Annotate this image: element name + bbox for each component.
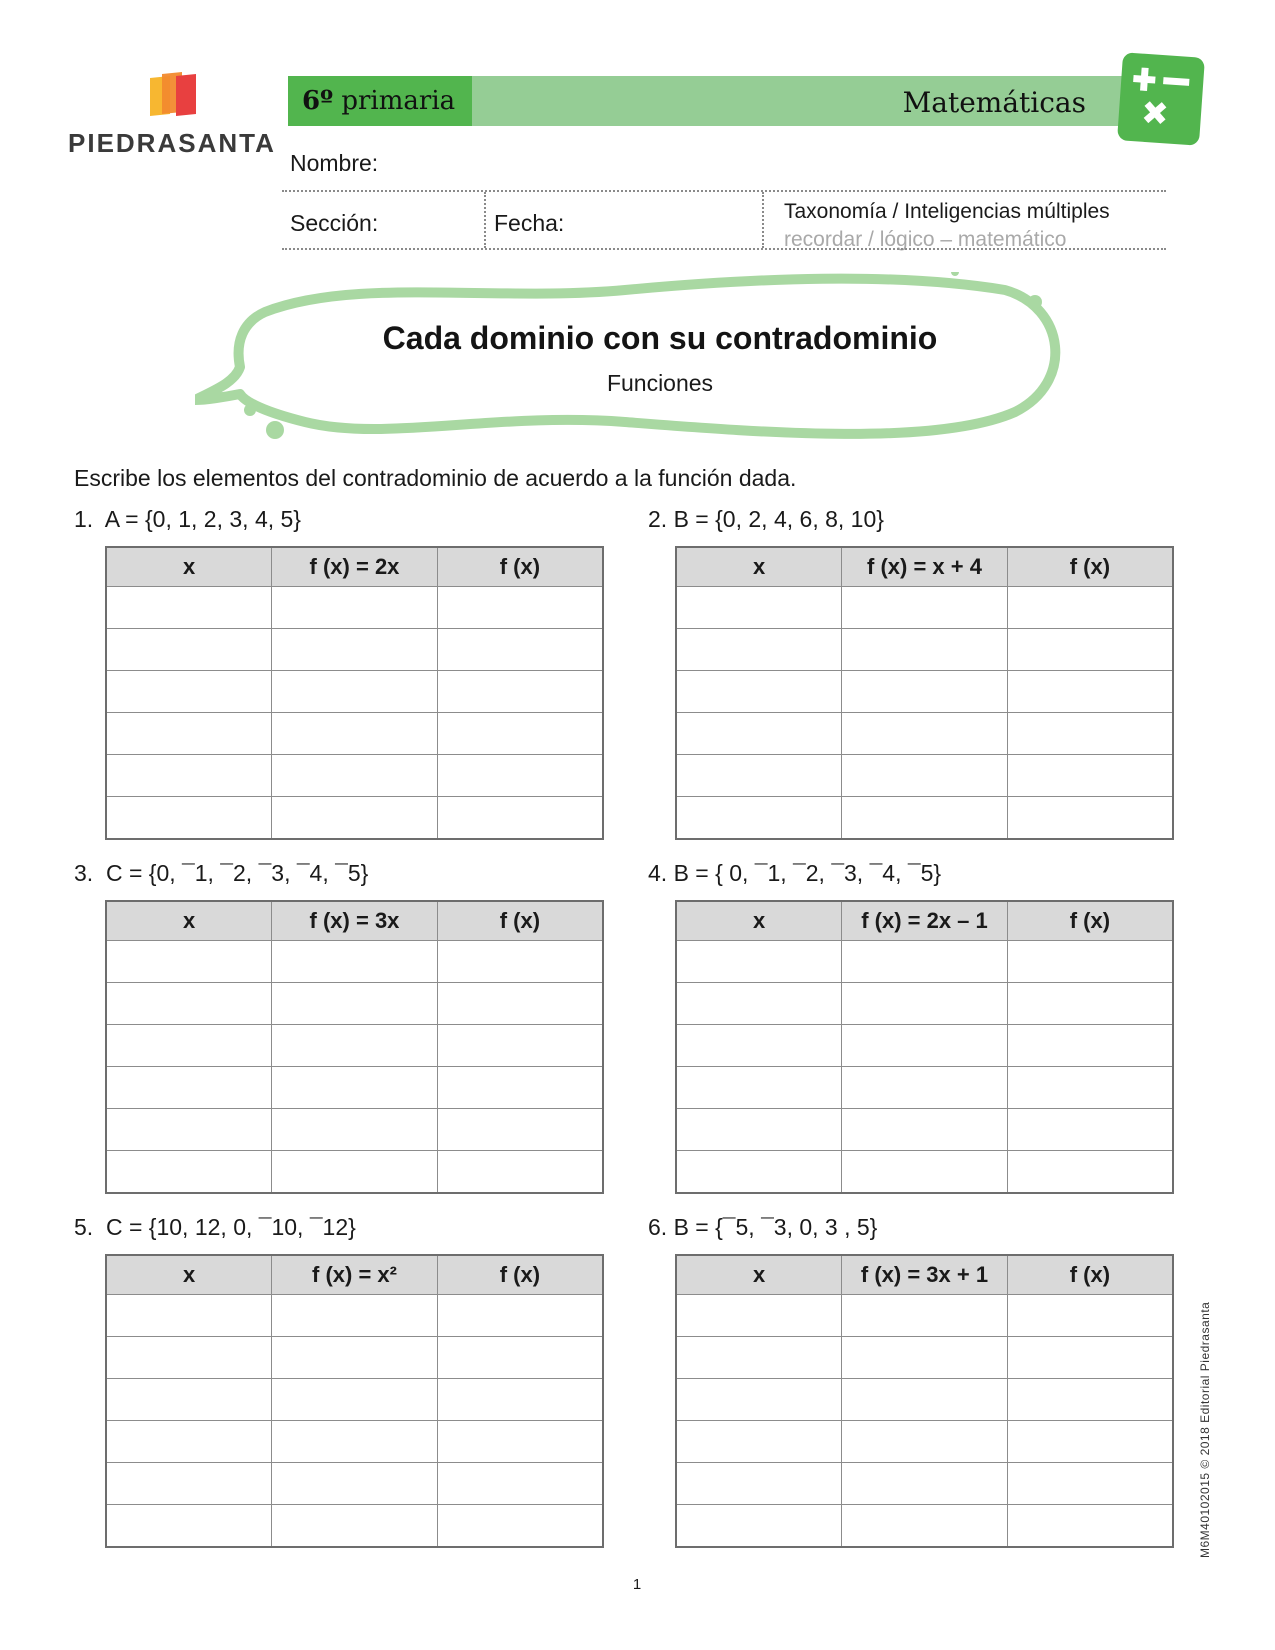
column-header-function: f (x) = x² <box>272 1255 438 1295</box>
answer-cell[interactable] <box>1007 587 1173 629</box>
answer-cell[interactable] <box>437 755 603 797</box>
table-row <box>106 629 603 671</box>
divider <box>484 192 486 248</box>
table-row <box>106 755 603 797</box>
answer-cell[interactable] <box>106 1295 272 1337</box>
answer-cell[interactable] <box>437 587 603 629</box>
answer-cell[interactable] <box>676 797 842 840</box>
answer-cell[interactable] <box>437 1295 603 1337</box>
answer-cell[interactable] <box>842 941 1008 983</box>
answer-cell[interactable] <box>272 713 438 755</box>
divider <box>762 192 764 248</box>
answer-cell[interactable] <box>842 671 1008 713</box>
name-label: Nombre: <box>290 150 379 176</box>
subject-title: Matemáticas <box>902 86 1086 119</box>
answer-cell[interactable] <box>106 1067 272 1109</box>
table-row <box>676 587 1173 629</box>
answer-cell[interactable] <box>106 1505 272 1548</box>
section-label: Sección: <box>290 210 379 236</box>
table-row <box>106 1109 603 1151</box>
table-row <box>676 941 1173 983</box>
exercise-5-table <box>105 1254 604 1548</box>
answer-cell[interactable] <box>437 1109 603 1151</box>
table-row <box>106 587 603 629</box>
table-row <box>106 671 603 713</box>
table-row <box>106 797 603 840</box>
answer-cell[interactable] <box>1007 1067 1173 1109</box>
table-row <box>676 1421 1173 1463</box>
table-row <box>676 983 1173 1025</box>
instruction-text: Escribe los elementos del contradominio de acuerdo a la función dada. <box>74 465 797 491</box>
answer-cell[interactable] <box>676 1337 842 1379</box>
column-header-fx: f (x) <box>437 1255 603 1295</box>
column-header-fx: f (x) <box>1007 547 1173 587</box>
answer-cell[interactable] <box>1007 983 1173 1025</box>
column-header-x: x <box>676 901 842 941</box>
answer-cell[interactable] <box>842 983 1008 1025</box>
answer-cell[interactable] <box>106 797 272 840</box>
column-header-function: f (x) = 3x + 1 <box>842 1255 1008 1295</box>
answer-cell[interactable] <box>437 1379 603 1421</box>
logo-book-icon <box>148 72 198 118</box>
answer-cell[interactable] <box>106 629 272 671</box>
answer-cell[interactable] <box>676 1505 842 1548</box>
exercise-1-set: 1. A = {0, 1, 2, 3, 4, 5} <box>74 506 301 532</box>
table-row <box>676 1067 1173 1109</box>
answer-cell[interactable] <box>272 1505 438 1548</box>
answer-cell[interactable] <box>842 1151 1008 1194</box>
answer-cell[interactable] <box>1007 629 1173 671</box>
table-row <box>676 1295 1173 1337</box>
answer-cell[interactable] <box>437 1151 603 1194</box>
answer-cell[interactable] <box>106 1151 272 1194</box>
table-row <box>676 629 1173 671</box>
answer-cell[interactable] <box>1007 1463 1173 1505</box>
answer-cell[interactable] <box>106 755 272 797</box>
exercise-3-set: 3. C = {0, ¯1, ¯2, ¯3, ¯4, ¯5} <box>74 860 369 886</box>
answer-cell[interactable] <box>842 797 1008 840</box>
answer-cell[interactable] <box>272 1463 438 1505</box>
column-header-fx: f (x) <box>437 901 603 941</box>
answer-cell[interactable] <box>106 941 272 983</box>
column-header-fx: f (x) <box>437 547 603 587</box>
exercise-6-table <box>675 1254 1174 1548</box>
table-row <box>106 941 603 983</box>
answer-cell[interactable] <box>842 587 1008 629</box>
answer-cell[interactable] <box>842 713 1008 755</box>
answer-cell[interactable] <box>272 983 438 1025</box>
answer-cell[interactable] <box>676 1295 842 1337</box>
table-row <box>676 1505 1173 1548</box>
answer-cell[interactable] <box>437 671 603 713</box>
table-row <box>106 1463 603 1505</box>
answer-cell[interactable] <box>842 1295 1008 1337</box>
table-row <box>106 1025 603 1067</box>
page-title: Cada dominio con su contradominio <box>382 320 938 356</box>
answer-cell[interactable] <box>1007 1421 1173 1463</box>
taxonomy-values: recordar / lógico – matemático <box>784 228 1067 251</box>
table-row <box>106 1151 603 1194</box>
table-row <box>106 1295 603 1337</box>
answer-cell[interactable] <box>272 671 438 713</box>
table-row <box>676 713 1173 755</box>
answer-cell[interactable] <box>272 1109 438 1151</box>
section-line <box>282 248 1166 250</box>
logo-text: PIEDRASANTA <box>68 128 276 158</box>
answer-cell[interactable] <box>437 1505 603 1548</box>
answer-cell[interactable] <box>676 713 842 755</box>
answer-cell[interactable] <box>106 983 272 1025</box>
answer-cell[interactable] <box>437 713 603 755</box>
answer-cell[interactable] <box>1007 941 1173 983</box>
column-header-function: f (x) = x + 4 <box>842 547 1008 587</box>
exercise-6-set: 6. B = {¯5, ¯3, 0, 3 , 5} <box>648 1214 878 1240</box>
answer-cell[interactable] <box>676 1463 842 1505</box>
answer-cell[interactable] <box>676 1067 842 1109</box>
answer-cell[interactable] <box>676 941 842 983</box>
table-row <box>676 797 1173 840</box>
table-row <box>676 1337 1173 1379</box>
answer-cell[interactable] <box>437 629 603 671</box>
answer-cell[interactable] <box>106 1421 272 1463</box>
answer-cell[interactable] <box>676 983 842 1025</box>
answer-cell[interactable] <box>106 1379 272 1421</box>
answer-cell[interactable] <box>842 1109 1008 1151</box>
answer-cell[interactable] <box>272 1295 438 1337</box>
column-header-x: x <box>106 901 272 941</box>
answer-cell[interactable] <box>676 1025 842 1067</box>
table-row <box>676 671 1173 713</box>
answer-cell[interactable] <box>842 1463 1008 1505</box>
answer-cell[interactable] <box>106 1463 272 1505</box>
answer-cell[interactable] <box>842 755 1008 797</box>
answer-cell[interactable] <box>1007 755 1173 797</box>
answer-cell[interactable] <box>676 671 842 713</box>
page-number: 1 <box>632 1576 642 1593</box>
plus-minus-times-icon <box>1117 52 1205 146</box>
answer-cell[interactable] <box>1007 671 1173 713</box>
column-header-function: f (x) = 2x – 1 <box>842 901 1008 941</box>
grade-badge <box>288 76 472 126</box>
answer-cell[interactable] <box>272 629 438 671</box>
table-row <box>676 1025 1173 1067</box>
answer-cell[interactable] <box>106 713 272 755</box>
grade-word: primaria <box>341 86 456 116</box>
column-header-function: f (x) = 2x <box>272 547 438 587</box>
exercise-1-table <box>105 546 604 840</box>
table-row <box>676 755 1173 797</box>
column-header-x: x <box>106 547 272 587</box>
exercise-3-table <box>105 900 604 1194</box>
answer-cell[interactable] <box>842 629 1008 671</box>
answer-cell[interactable] <box>842 1025 1008 1067</box>
answer-cell[interactable] <box>676 755 842 797</box>
table-row <box>676 1109 1173 1151</box>
answer-cell[interactable] <box>106 587 272 629</box>
answer-cell[interactable] <box>106 671 272 713</box>
answer-cell[interactable] <box>676 1109 842 1151</box>
table-row <box>106 1505 603 1548</box>
table-row <box>676 1463 1173 1505</box>
column-header-fx: f (x) <box>1007 901 1173 941</box>
answer-cell[interactable] <box>1007 1025 1173 1067</box>
answer-cell[interactable] <box>106 1109 272 1151</box>
answer-cell[interactable] <box>1007 1379 1173 1421</box>
column-header-x: x <box>106 1255 272 1295</box>
answer-cell[interactable] <box>842 1067 1008 1109</box>
answer-cell[interactable] <box>437 1067 603 1109</box>
exercise-2-set: 2. B = {0, 2, 4, 6, 8, 10} <box>648 506 884 532</box>
table-row <box>106 1379 603 1421</box>
answer-cell[interactable] <box>272 1379 438 1421</box>
title-cloud-decoration <box>195 272 1075 450</box>
answer-cell[interactable] <box>1007 797 1173 840</box>
answer-cell[interactable] <box>676 1151 842 1194</box>
answer-cell[interactable] <box>437 941 603 983</box>
name-line <box>282 190 1166 192</box>
table-row <box>676 1379 1173 1421</box>
answer-cell[interactable] <box>437 1337 603 1379</box>
table-row <box>106 1067 603 1109</box>
answer-cell[interactable] <box>272 1337 438 1379</box>
answer-cell[interactable] <box>676 629 842 671</box>
answer-cell[interactable] <box>272 1025 438 1067</box>
answer-cell[interactable] <box>272 587 438 629</box>
answer-cell[interactable] <box>272 941 438 983</box>
answer-cell[interactable] <box>437 983 603 1025</box>
exercise-4-table <box>675 900 1174 1194</box>
answer-cell[interactable] <box>842 1337 1008 1379</box>
answer-cell[interactable] <box>1007 1151 1173 1194</box>
table-row <box>106 1421 603 1463</box>
answer-cell[interactable] <box>1007 1295 1173 1337</box>
answer-cell[interactable] <box>272 1421 438 1463</box>
answer-cell[interactable] <box>1007 713 1173 755</box>
answer-cell[interactable] <box>842 1505 1008 1548</box>
column-header-fx: f (x) <box>1007 1255 1173 1295</box>
column-header-function: f (x) = 3x <box>272 901 438 941</box>
table-row <box>106 713 603 755</box>
copyright-note: M6M40102015 © 2018 Editorial Piedrasanta <box>1198 1301 1212 1558</box>
grade-number: 6º <box>302 86 334 116</box>
table-row <box>106 1337 603 1379</box>
answer-cell[interactable] <box>437 797 603 840</box>
column-header-x: x <box>676 547 842 587</box>
answer-cell[interactable] <box>437 1025 603 1067</box>
answer-cell[interactable] <box>842 1421 1008 1463</box>
exercise-4-set: 4. B = { 0, ¯1, ¯2, ¯3, ¯4, ¯5} <box>648 860 942 886</box>
table-row <box>676 1151 1173 1194</box>
answer-cell[interactable] <box>676 1379 842 1421</box>
taxonomy-heading: Taxonomía / Inteligencias múltiples <box>784 200 1110 223</box>
answer-cell[interactable] <box>437 1421 603 1463</box>
answer-cell[interactable] <box>272 755 438 797</box>
answer-cell[interactable] <box>676 1421 842 1463</box>
answer-cell[interactable] <box>272 1151 438 1194</box>
answer-cell[interactable] <box>437 1463 603 1505</box>
exercise-2-table <box>675 546 1174 840</box>
page-subtitle: Funciones <box>606 370 714 396</box>
answer-cell[interactable] <box>106 1337 272 1379</box>
column-header-x: x <box>676 1255 842 1295</box>
answer-cell[interactable] <box>106 1025 272 1067</box>
answer-cell[interactable] <box>1007 1337 1173 1379</box>
answer-cell[interactable] <box>272 797 438 840</box>
date-label: Fecha: <box>494 210 565 236</box>
answer-cell[interactable] <box>1007 1505 1173 1548</box>
answer-cell[interactable] <box>676 587 842 629</box>
exercise-5-set: 5. C = {10, 12, 0, ¯10, ¯12} <box>74 1214 356 1240</box>
table-row <box>106 983 603 1025</box>
answer-cell[interactable] <box>1007 1109 1173 1151</box>
answer-cell[interactable] <box>272 1067 438 1109</box>
answer-cell[interactable] <box>842 1379 1008 1421</box>
